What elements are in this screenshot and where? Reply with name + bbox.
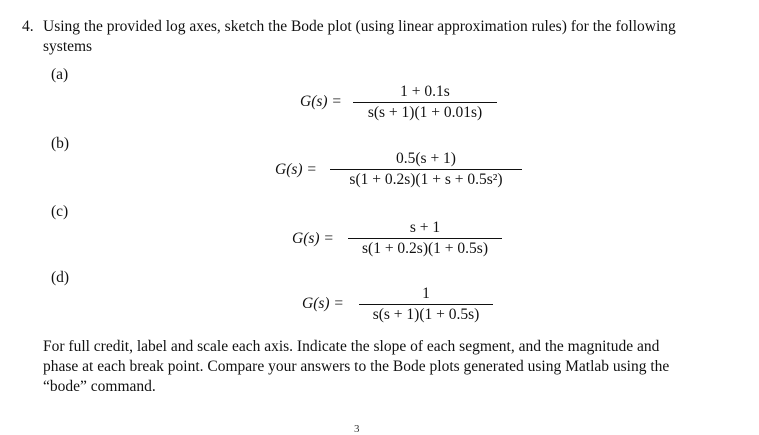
part-b-numerator: 0.5(s + 1): [396, 150, 456, 167]
part-a-fraction: [353, 83, 497, 122]
closing-line1: For full credit, label and scale each axis. Indicate the slope of each segment, and the magnitude and: [43, 338, 660, 355]
page-number: 3: [354, 423, 360, 435]
part-c-lhs: G(s) =: [292, 230, 334, 247]
part-a-fraction-bar: [353, 102, 497, 103]
problem-text-line1: Using the provided log axes, sketch the Bode plot (using linear approximation rules) for the following: [43, 18, 676, 35]
part-c-fraction-bar: [348, 238, 502, 239]
part-c-label: (c): [51, 203, 69, 220]
part-d-denominator: s(s + 1)(1 + 0.5s): [372, 306, 480, 323]
part-b-denominator: s(1 + 0.2s)(1 + s + 0.5s²): [349, 171, 503, 188]
part-a-numerator: 1 + 0.1s: [400, 83, 450, 100]
part-b-fraction: [330, 150, 522, 189]
part-b-fraction-bar: [330, 169, 522, 170]
problem-text-line2: systems: [43, 38, 93, 55]
part-d-lhs: G(s) =: [302, 295, 344, 312]
part-a-denominator: s(s + 1)(1 + 0.01s): [367, 104, 483, 121]
part-d-fraction: [359, 285, 493, 324]
part-c-denominator: s(1 + 0.2s)(1 + 0.5s): [362, 240, 488, 257]
part-a-label: (a): [51, 66, 69, 83]
part-a-lhs: G(s) =: [300, 93, 342, 110]
closing-line3: “bode” command.: [43, 378, 156, 395]
part-d-fraction-bar: [359, 304, 493, 305]
problem-number: 4.: [22, 18, 34, 35]
part-c-fraction: [348, 219, 502, 258]
part-d-numerator: 1: [422, 285, 430, 302]
part-b-lhs: G(s) =: [275, 161, 317, 178]
part-c-numerator: s + 1: [409, 219, 441, 236]
part-d-label: (d): [51, 269, 70, 286]
part-b-label: (b): [51, 135, 70, 152]
closing-line2: phase at each break point. Compare your answers to the Bode plots generated using Matlab using the: [43, 358, 670, 375]
